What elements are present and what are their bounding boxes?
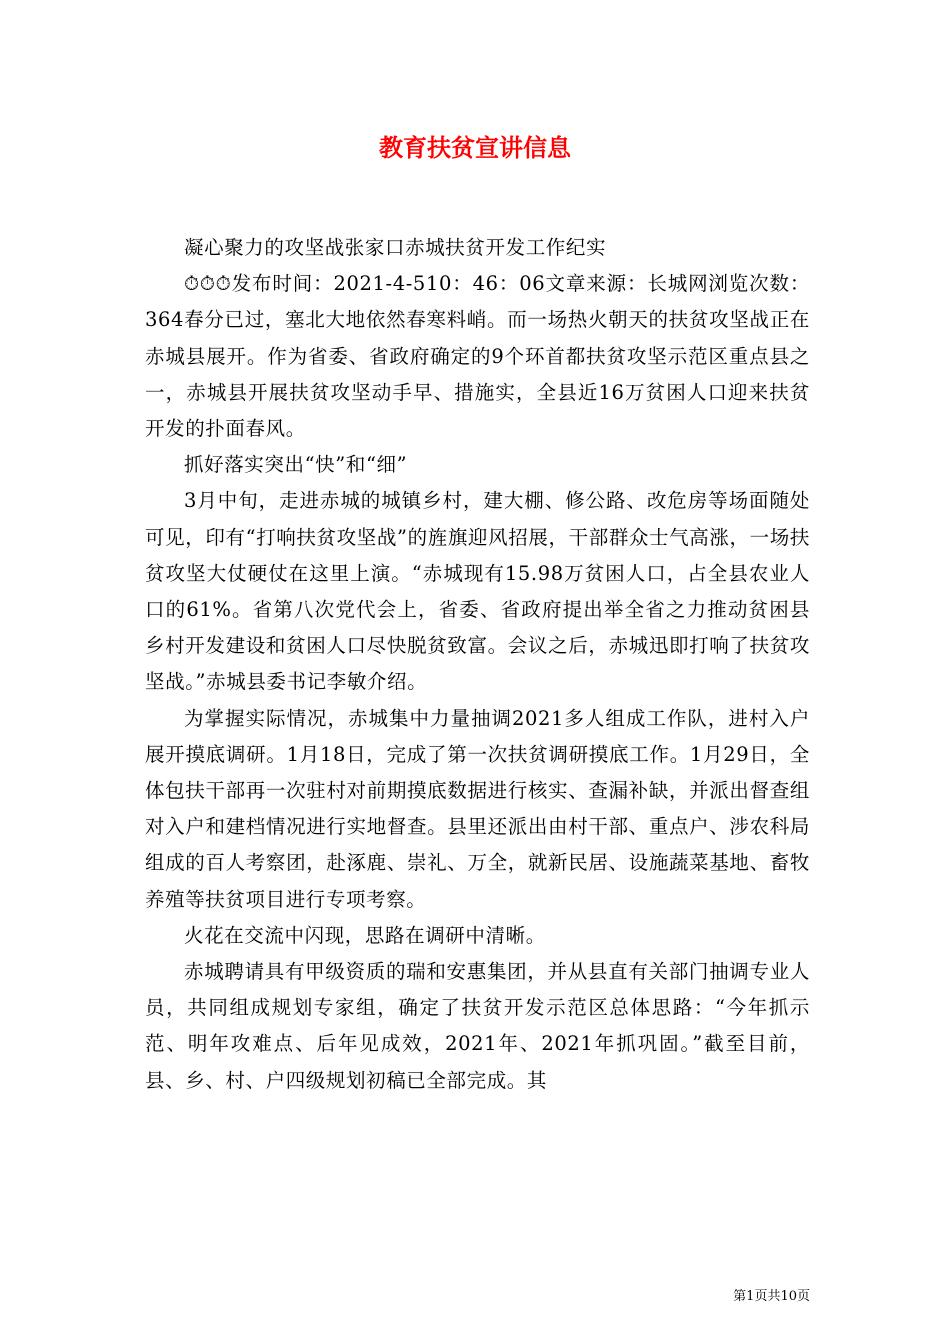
article-body — [145, 230, 810, 1099]
page-title: 教育扶贫宣讲信息 — [379, 133, 571, 162]
article-heading: 凝心聚力的攻坚战张家口赤城扶贫开发工作纪实 — [184, 236, 607, 259]
page-number: 第1页共10页 — [733, 1289, 810, 1304]
article-paragraph: 3月中旬，走进赤城的城镇乡村，建大棚、修公路、改危房等场面随处可见，印有“打响扶贫攻坚战”的旌旗迎风招展，干部群众士气高涨，一场扶贫攻坚大仗硬仗在这里上演。“赤城现有15.98万贫困人口，占全县农业人口的61%。省第八次党代会上，省委、省政府提出举全省之力推动贫困县乡村开发建设和贫困人口尽快脱贫致富。会议之后，赤城迅即打响了扶贫攻坚战。”赤城县委书记李敏介绍。 — [145, 489, 810, 694]
section-heading: 抓好落实突出“快”和“细” — [184, 453, 408, 477]
article-paragraph: 赤城聘请具有甲级资质的瑞和安惠集团，并从县直有关部门抽调专业人员，共同组成规划专家组，确定了扶贫开发示范区总体思路：“今年抓示范、明年攻难点、后年见成效，2021年、2021年抓巩固。”截至目前，县、乡、村、户四级规划初稿已全部完成。其 — [145, 960, 810, 1092]
article-paragraph: 火花在交流中闪现，思路在调研中清晰。 — [184, 923, 546, 947]
article-paragraph: ⏱⏱⏱发布时间：2021-4-510：46：06文章来源：长城网浏览次数：364春分已过，塞北大地依然春寒料峭。而一场热火朝天的扶贫攻坚战正在赤城县展开。作为省委、省政府确定的9个环首都扶贫攻坚示范区重点县之一，赤城县开展扶贫攻坚动手早、措施实，全县近16万贫困人口迎来扶贫开发的扑面春风。 — [145, 272, 810, 441]
article-paragraph: 为掌握实际情况，赤城集中力量抽调2021多人组成工作队，进村入户展开摸底调研。1月18日，完成了第一次扶贫调研摸底工作。1月29日，全体包扶干部再一次驻村对前期摸底数据进行核实、查漏补缺，并派出督查组对入户和建档情况进行实地督查。县里还派出由村干部、重点户、涉农科局组成的百人考察团，赴涿鹿、崇礼、万全，就新民居、设施蔬菜基地、畜牧养殖等扶贫项目进行专项考察。 — [145, 706, 810, 911]
